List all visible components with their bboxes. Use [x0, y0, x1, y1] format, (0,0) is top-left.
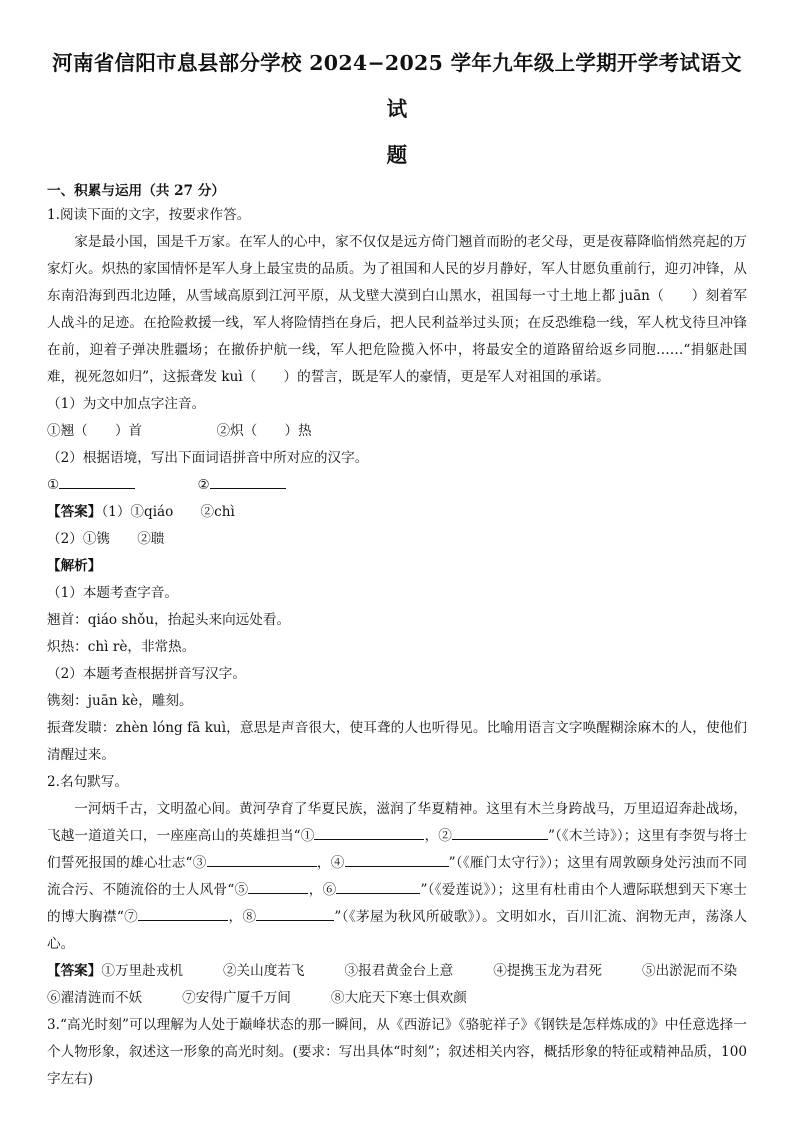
q1-stem: 1.阅读下面的文字，按要求作答。: [47, 207, 251, 223]
q1-passage: 家是最小国，国是千万家。在军人的心中，家不仅仅是远方倚门翘首而盼的老父母，更是夜幕降临悄然亮起的万家灯火。炽热的家国情怀是军人身上最宝贵的品质。为了祖国和人民的岁月静好，军人甘愿负重前行，迎刃冲锋，从东南沿海到西北边陲，从雪域高原到江河平原，从戈壁大漠到白山黑水，祖国每一寸土地上都 juān（ ）刻着军人战斗的足迹。在抢险救援一线，军人将险情挡在身后，把人民利益举过头顶；在反恐维稳一线，军人枕戈待旦冲锋在前，迎着子弹决胜疆场；在撤侨护航一线，军人把危险揽入怀中，将最安全的道路留给返乡同胞……“捐躯赴国难，视死忽如归”，这振聋发 kuì（ ）的誓言，既是军人的豪情，更是军人对祖国的承诺。: [47, 234, 747, 385]
q1-sub2-item1: ①: [47, 477, 60, 493]
q1-sub1-item1: ①翘（ ）首: [47, 423, 143, 439]
q1-sub1-items: [47, 418, 747, 445]
q1-answer: [47, 499, 747, 526]
fill-blank-6[interactable]: [336, 879, 420, 894]
q2-answer-row1: [47, 958, 747, 985]
q1-analysis-5: 镌刻：juān kè，雕刻。: [47, 693, 193, 709]
q2-answer-5: ⑤出淤泥而不染: [642, 963, 738, 979]
fill-blank-4[interactable]: [345, 852, 449, 867]
title-line-2: 题: [386, 143, 408, 167]
section-heading: 一、积累与运用（共 27 分）: [47, 183, 225, 199]
q1-answer-line1: （1）①qiáo ②chì: [101, 504, 235, 520]
answer-blank: [59, 474, 135, 489]
q1-sub2-item2: ②: [197, 477, 210, 493]
document-title: [47, 40, 747, 178]
q1-analysis-4: （2）本题考查根据拼音写汉字。: [47, 666, 246, 682]
fill-blank-5[interactable]: [248, 879, 308, 894]
q2-passage: 一河炳千古，文明盈心间。黄河孕育了华夏民族，滋润了华夏精神。这里有木兰身跨战马，万里迢迢奔赴战场，飞越一道道关口，一座座高山的英雄担当“① ，② ”（《木兰诗》）；这里有李贺与将士们誓死报国的雄心壮志“③ ，④ ”（《雁门太守行》）；这里有周敦颐身处污浊而不同流合污、不随流俗的士人风骨“⑤ ，⑥ ”（《爱莲说》）；这里有杜甫由个人遭际联想到天下寒士的博大胸襟“⑦ ，⑧ ”（《茅屋为秋风所破歌》）。文明如水，百川汇流、润物无声，荡涤人心。: [47, 801, 748, 952]
q1-sub1: （1）为文中加点字注音。: [47, 396, 206, 412]
q1-analysis-1: （1）本题考查字音。: [47, 585, 178, 601]
fill-blank-7[interactable]: [138, 906, 228, 921]
q2-answer-6: ⑥濯清涟而不妖: [47, 990, 143, 1006]
q1-sub2-items: [47, 472, 747, 499]
document-page: [47, 40, 747, 1093]
q2-answer-3: ③报君黄金台上意: [344, 963, 454, 979]
q2-answer-2: ②关山度若飞: [222, 963, 305, 979]
q2-answer-row2: [47, 985, 747, 1012]
q1-analysis-3: 炽热：chì rè，非常热。: [47, 639, 196, 655]
q1-sub2: （2）根据语境，写出下面词语拼音中所对应的汉字。: [47, 450, 369, 466]
fill-blank-2[interactable]: [452, 825, 548, 840]
q1-sub1-item2: ②炽（ ）热: [216, 423, 312, 439]
title-line-1: 河南省信阳市息县部分学校 2024−2025 学年九年级上学期开学考试语文试: [52, 51, 742, 121]
q2-stem: 2.名句默写。: [47, 774, 128, 790]
q2-answer-1: ①万里赴戎机: [101, 963, 183, 979]
q1-answer-line2: （2）①镌 ②聩: [47, 531, 165, 547]
q3-stem: 3.“高光时刻”可以理解为人处于巅峰状态的那一瞬间，从《西游记》《骆驼祥子》《钢铁是怎样炼成的》中任意选择一个人物形象，叙述这一形象的高光时刻。(要求：写出具体“时刻”；叙述相关内容，概括形象的特征或精神品质，100 字左右): [47, 1017, 747, 1087]
q2-answer-8: ⑧大庇天下寒士俱欢颜: [330, 990, 467, 1006]
q1-analysis-6: 振聋发聩：zhèn lóng fā kuì，意思是声音很大，使耳聋的人也听得见。比喻用语言文字唤醒糊涂麻木的人，使他们清醒过来。: [47, 720, 747, 763]
fill-blank-3[interactable]: [207, 852, 317, 867]
q2-answer-4: ④提携玉龙为君死: [493, 963, 602, 979]
answer-blank: [210, 474, 286, 489]
answer-tag: 【答案】: [47, 963, 102, 979]
q1-analysis-2: 翘首：qiáo shǒu，抬起头来向远处看。: [47, 612, 291, 628]
answer-tag: 【答案】: [47, 504, 102, 520]
fill-blank-1[interactable]: [314, 825, 424, 840]
analysis-tag: 【解析】: [47, 558, 102, 574]
q2-answer-7: ⑦安得广厦千万间: [182, 990, 291, 1006]
fill-blank-8[interactable]: [256, 906, 334, 921]
